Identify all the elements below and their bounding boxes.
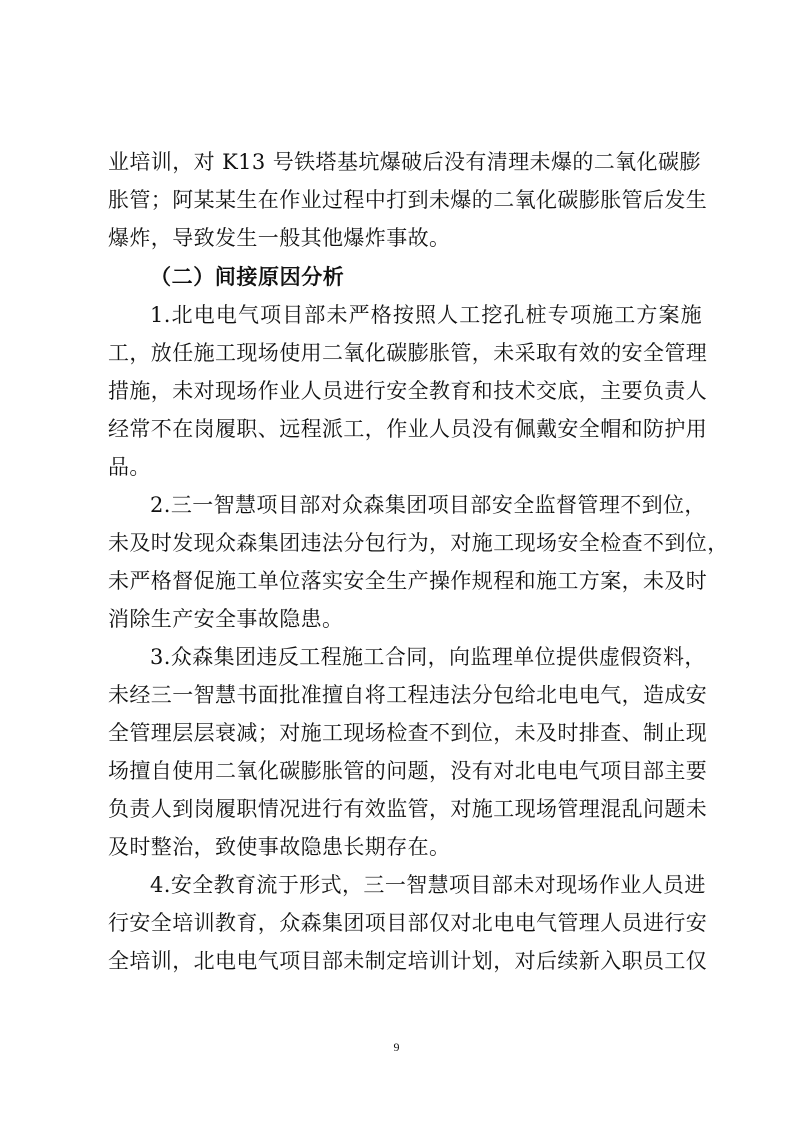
paragraph-line: 2.三一智慧项目部对众森集团项目部安全监督管理不到位， bbox=[150, 493, 706, 517]
text-line: 爆炸，导致发生一般其他爆炸事故。 bbox=[108, 226, 451, 250]
paragraph-line: 消除生产安全事故隐患。 bbox=[108, 607, 344, 631]
text-line: 业培训，对 K13 号铁塔基坑爆破后没有清理未爆的二氧化碳膨 bbox=[108, 150, 701, 174]
paragraph-line: 行安全培训教育，众森集团项目部仅对北电电气管理人员进行安 bbox=[108, 911, 708, 935]
paragraph-line: 负责人到岗履职情况进行有效监管，对施工现场管理混乱问题未 bbox=[108, 797, 708, 821]
paragraph-line: 经常不在岗履职、远程派工，作业人员没有佩戴安全帽和防护用 bbox=[108, 417, 708, 441]
text-line: 胀管；阿某某生在作业过程中打到未爆的二氧化碳膨胀管后发生 bbox=[108, 188, 708, 212]
paragraph-line: 及时整治，致使事故隐患长期存在。 bbox=[108, 835, 451, 859]
paragraph-line: 全培训，北电电气项目部未制定培训计划，对后续新入职员工仅 bbox=[108, 949, 708, 973]
paragraph-line: 未经三一智慧书面批准擅自将工程违法分包给北电电气，造成安 bbox=[108, 683, 708, 707]
paragraph-line: 品。 bbox=[108, 455, 151, 479]
paragraph-line: 3.众森集团违反工程施工合同，向监理单位提供虚假资料， bbox=[150, 645, 706, 669]
section-heading: （二）间接原因分析 bbox=[150, 264, 345, 289]
paragraph-line: 措施，未对现场作业人员进行安全教育和技术交底，主要负责人 bbox=[108, 379, 708, 403]
paragraph-line: 全管理层层衰减；对施工现场检查不到位，未及时排查、制止现 bbox=[108, 721, 708, 745]
paragraph-line: 场擅自使用二氧化碳膨胀管的问题，没有对北电电气项目部主要 bbox=[108, 759, 708, 783]
paragraph-line: 工，放任施工现场使用二氧化碳膨胀管，未采取有效的安全管理 bbox=[108, 341, 708, 365]
page-number: 9 bbox=[393, 1040, 400, 1054]
paragraph-line: 4.安全教育流于形式，三一智慧项目部未对现场作业人员进 bbox=[150, 873, 706, 897]
paragraph-line: 1.北电电气项目部未严格按照人工挖孔桩专项施工方案施 bbox=[150, 303, 702, 327]
paragraph-line: 未及时发现众森集团违法分包行为，对施工现场安全检查不到位， bbox=[108, 531, 729, 555]
paragraph-line: 未严格督促施工单位落实安全生产操作规程和施工方案，未及时 bbox=[108, 569, 708, 593]
